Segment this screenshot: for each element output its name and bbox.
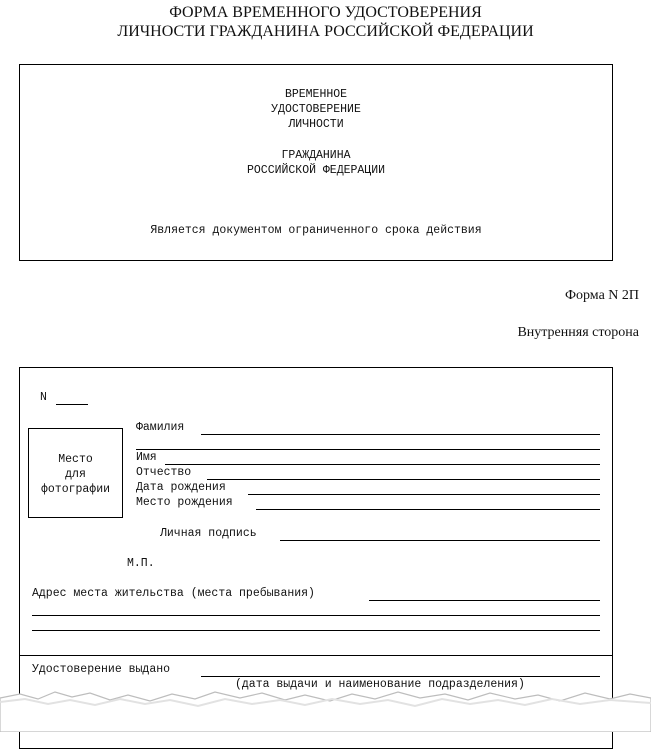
address-line-2[interactable] (32, 615, 600, 616)
signature-line[interactable] (280, 540, 600, 541)
cover-line-3: ЛИЧНОСТИ (288, 118, 344, 131)
patronymic-line[interactable] (207, 479, 600, 480)
photo-line-1: Место (58, 453, 93, 466)
title-line-1: ФОРМА ВРЕМЕННОГО УДОСТОВЕРЕНИЯ (169, 4, 482, 21)
name-label: Имя (136, 451, 157, 464)
surname-label: Фамилия (136, 421, 185, 434)
form-label: Форма N 2П (564, 288, 639, 303)
surname-line[interactable] (201, 434, 600, 435)
cover-line-1: ВРЕМЕННОЕ (284, 88, 348, 101)
signature-label: Личная подпись (160, 527, 257, 540)
cover-line-4: ГРАЖДАНИНА (281, 149, 351, 162)
surname-line-2[interactable] (136, 449, 600, 450)
address-label: Адрес места жительства (места пребывания) (32, 587, 315, 600)
name-line[interactable] (165, 464, 600, 465)
birth-place-label: Место рождения (136, 496, 233, 509)
cover-line-5: РОССИЙСКОЙ ФЕДЕРАЦИИ (246, 164, 386, 177)
stamp-label: М.П. (127, 557, 155, 570)
issued-hint: (дата выдачи и наименование подразделения) (235, 678, 525, 691)
torn-edge (0, 680, 651, 732)
photo-line-2: для (65, 468, 86, 481)
birth-date-line[interactable] (248, 494, 600, 495)
issued-label: Удостоверение выдано (32, 663, 171, 676)
number-line[interactable] (56, 404, 88, 405)
photo-placeholder (28, 428, 123, 518)
cover-side-box (19, 64, 613, 261)
title-line-2: ЛИЧНОСТИ ГРАЖДАНИНА РОССИЙСКОЙ ФЕДЕРАЦИИ (117, 23, 534, 40)
cover-line-2: УДОСТОВЕРЕНИЕ (271, 103, 361, 116)
patronymic-label: Отчество (136, 466, 192, 479)
birth-place-line[interactable] (256, 509, 600, 510)
address-line-3[interactable] (32, 630, 600, 631)
cover-note: Является документом ограниченного срока действия (150, 224, 482, 237)
birth-date-label: Дата рождения (136, 481, 226, 494)
photo-line-3: фотографии (40, 483, 110, 496)
section-divider (20, 655, 612, 656)
number-label: N (40, 391, 47, 404)
address-line[interactable] (369, 600, 600, 601)
document-title (0, 3, 651, 41)
side-label: Внутренняя сторона (517, 325, 639, 340)
issued-line[interactable] (201, 676, 600, 677)
